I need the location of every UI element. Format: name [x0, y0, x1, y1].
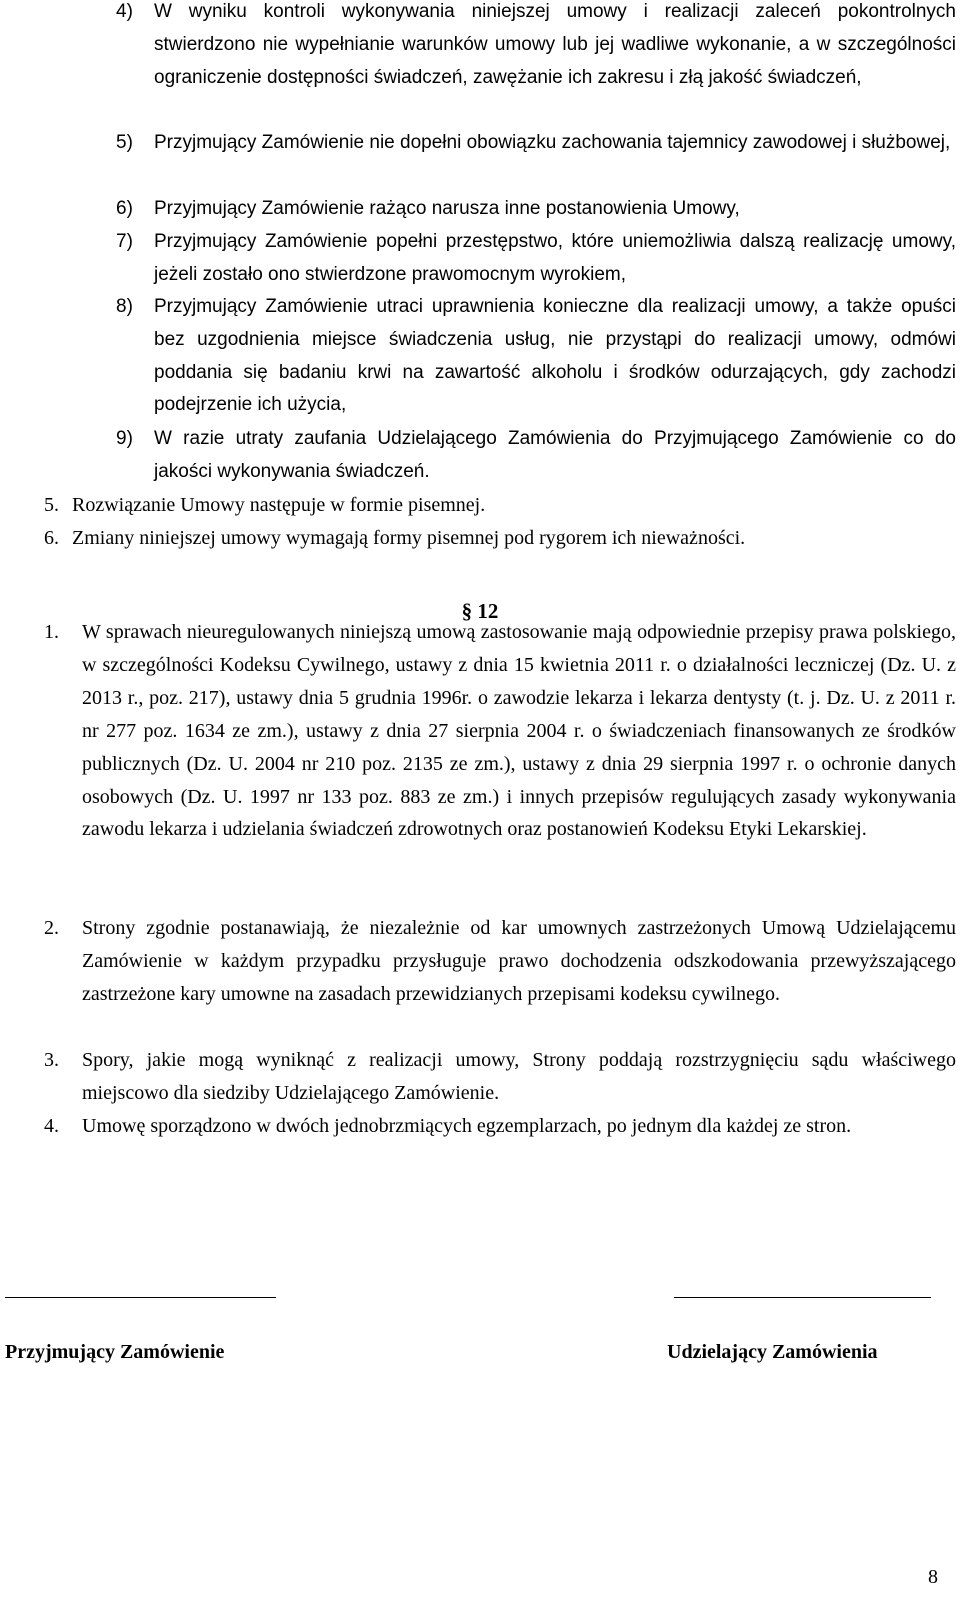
list-item-number: 4. — [44, 1115, 59, 1137]
list-item — [44, 616, 956, 846]
list-item-number: 6) — [116, 198, 133, 219]
list-item-number: 3. — [44, 1049, 59, 1071]
signature-label-left: Przyjmujący Zamówienie — [5, 1341, 225, 1363]
list-item-text: Przyjmujący Zamówienie rażąco narusza inne postanowienia Umowy, — [154, 198, 740, 219]
list-item-number: 8) — [116, 296, 133, 317]
list-item-text: W razie utraty zaufania Udzielającego Zamówienia do Przyjmującego Zamówienie co do jakości wykonywania świadczeń. — [154, 428, 956, 482]
list-item — [116, 226, 956, 292]
list-item-number: 2. — [44, 917, 59, 939]
list-item — [44, 1044, 956, 1110]
list-item — [116, 127, 956, 160]
list-item-number: 4) — [116, 1, 133, 22]
list-item — [116, 193, 956, 226]
list-item-text: Przyjmujący Zamówienie popełni przestępstwo, które uniemożliwia dalszą realizację umowy, jeżeli zostało ono stwierdzone prawomocnym wyrokiem, — [154, 231, 956, 285]
list-item-text: Strony zgodnie postanawiają, że niezależnie od kar umownych zastrzeżonych Umową Udzielającemu Zamówienie w każdym przypadku przysługuje prawo dochodzenia odszkodowania przewyższającego zastrzeżone kary umowne na zasadach przewidzianych przepisami kodeksu cywilnego. — [82, 917, 956, 1005]
signature-line-left — [5, 1297, 276, 1298]
list-item — [116, 0, 956, 94]
list-item — [44, 1110, 956, 1143]
clause — [44, 522, 745, 555]
list-item-number: 5) — [116, 132, 133, 153]
signature-label-right: Udzielający Zamówienia — [667, 1341, 878, 1363]
list-item — [116, 291, 956, 422]
list-item-number: 1. — [44, 621, 59, 643]
list-item-text: Przyjmujący Zamówienie nie dopełni obowiązku zachowania tajemnicy zawodowej i służbowej, — [154, 132, 951, 153]
list-item — [44, 912, 956, 1011]
list-item-text: Umowę sporządzono w dwóch jednobrzmiących egzemplarzach, po jednym dla każdej ze stron. — [82, 1115, 852, 1137]
page-number: 8 — [928, 1566, 938, 1588]
clause-text: Zmiany niniejszej umowy wymagają formy pisemnej pod rygorem ich nieważności. — [72, 527, 746, 549]
clause-text: Rozwiązanie Umowy następuje w formie pisemnej. — [72, 494, 486, 516]
list-item — [116, 423, 956, 489]
section-title: § 12 — [461, 599, 499, 623]
list-item-text: W sprawach nieuregulowanych niniejszą umową zastosowanie mają odpowiednie przepisy prawa polskiego, w szczególności Kodeksu Cywilnego, ustawy z dnia 15 kwietnia 2011 r. o działalności leczniczej (Dz. U. z 2013 r., poz. 217), ustawy dnia 5 grudnia 1996r. o zawodzie lekarza i lekarza dentysty (t. j. Dz. U. z 2011 r. nr 277 poz. 1634 ze zm.), ustawy z dnia 27 sierpnia 2004 r. o świadczeniach finansowanych ze środków publicznych (Dz. U. 2004 nr 210 poz. 2135 ze zm.), ustawy z dnia 29 sierpnia 1997 r. o ochronie danych osobowych (Dz. U. 1997 nr 133 poz. 883 ze zm.) i innych przepisów regulujących zasady wykonywania zawodu lekarza i udzielania świadczeń zdrowotnych oraz postanowień Kodeksu Etyki Lekarskiej. — [82, 621, 956, 841]
list-item-number: 7) — [116, 231, 133, 252]
clause-number: 5. — [44, 494, 59, 516]
clause-number: 6. — [44, 527, 59, 549]
list-item-text: W wyniku kontroli wykonywania niniejszej umowy i realizacji zaleceń pokontrolnych stwierdzono nie wypełnianie warunków umowy lub jej wadliwe wykonanie, a w szczególności ograniczenie dostępności świadczeń, zawężanie ich zakresu i złą jakość świadczeń, — [154, 1, 956, 88]
list-item-text: Przyjmujący Zamówienie utraci uprawnienia konieczne dla realizacji umowy, a także opuści bez uzgodnienia miejsce świadczenia usług, nie przystąpi do realizacji umowy, odmówi poddania się badaniu krwi na zawartość alkoholu i środków odurzających, gdy zachodzi podejrzenie ich użycia, — [154, 296, 956, 416]
clause — [44, 489, 485, 522]
signature-line-right — [674, 1297, 931, 1298]
list-item-number: 9) — [116, 428, 133, 449]
list-item-text: Spory, jakie mogą wyniknąć z realizacji umowy, Strony poddają rozstrzygnięciu sądu właściwego miejscowo dla siedziby Udzielającego Zamówienie. — [82, 1049, 956, 1104]
